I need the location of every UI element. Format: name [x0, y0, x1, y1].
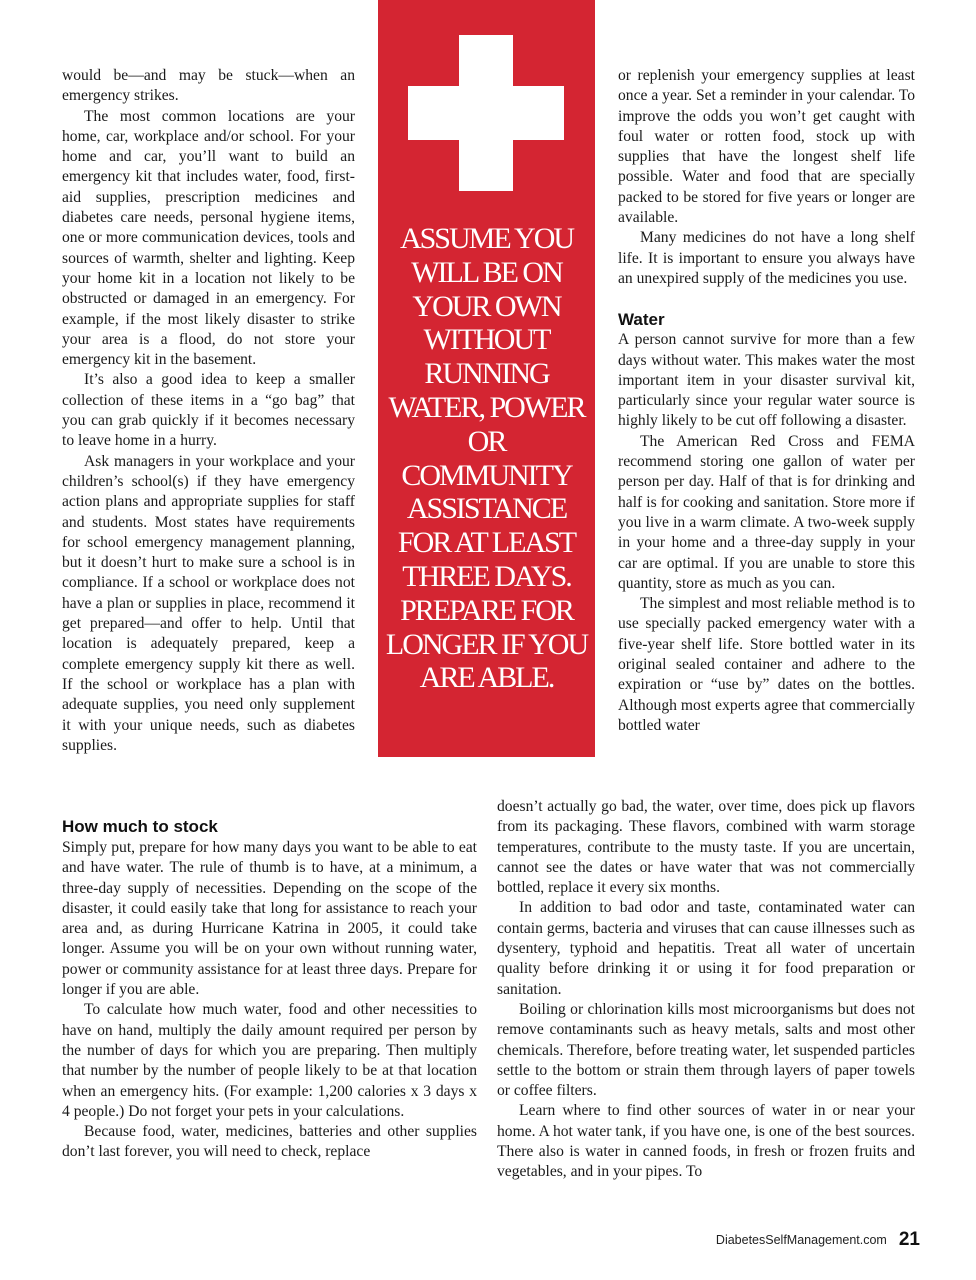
paragraph: doesn’t actually go bad, the water, over time, does pick up flavors from its packaging. These flavors, combined with warm storage temperatures, contribute to the musty taste. If you are uncertain, cannot see the dates or have water that was not commercially bottled, replace it every six months. — [497, 798, 915, 897]
pull-quote-sidebar — [378, 0, 595, 757]
paragraph: or replenish your emergency supplies at least once a year. Set a reminder in your calendar. To improve the odds you won’t get caught with foul water or rotten food, stock up with supplies that have the longest shelf life possible. Water and food that are specially packed to be stored for five years or longer are available. — [618, 67, 915, 227]
section-heading: How much to stock — [62, 817, 218, 836]
right-column — [618, 66, 915, 736]
medical-cross-icon — [408, 35, 564, 191]
paragraph: The American Red Cross and FEMA recommend storing one gallon of water per person per day. Half of that is for drinking and half is for cooking and sanitation. Store more if you live in a warm climate. A two-week supply in your home and a three-day supply in your car are optimal. If you are unable to store this quantity, store as much as you can. — [618, 432, 915, 592]
paragraph: Learn where to find other sources of water in or near your home. A hot water tank, if you have one, is one of the best sources. There also is water in canned foods, in fresh or frozen fruits and vegetables, and in your pipes. To — [497, 1102, 915, 1181]
section-heading-water: Water — [618, 310, 665, 330]
page-number: 21 — [898, 1229, 920, 1250]
left-column — [62, 66, 355, 756]
paragraph: Ask managers in your workplace and your children’s school(s) if they have emergency action plans and appropriate supplies for staff and students. Most states have requirements for school emergency management planning, but it doesn’t hurt to make sure a school is in compliance. If a school or workplace does not have a plan or supplies in place, recommend it get prepared—and offer to help. Until that location is adequately prepared, keep a complete emergency supply kit there as well. If the school or workplace has a plan with adequate supplies, you need only supplement it with your unique needs, such as diabetes supplies. — [62, 452, 355, 754]
water-continued — [497, 797, 915, 1183]
pull-quote: ASSUME YOU WILL BE ON YOUR OWN WITHOUT RUNNING WATER, POWER OR COMMUNITY ASSISTANCE FOR AT LEAST THREE DAYS. PREPARE FOR LONGER IF YOU ARE ABLE. — [385, 222, 588, 695]
paragraph: It’s also a good idea to keep a smaller collection of these items in a “go bag” that you can grab quickly if it becomes necessary to leave home in a hurry. — [62, 371, 355, 450]
paragraph: Boiling or chlorination kills most microorganisms but does not remove contaminants such as heavy metals, salts and most other chemicals. Therefore, before treating water, let suspended particles settle to the bottom or strain them through layers of paper towels or coffee filters. — [497, 1000, 915, 1100]
paragraph: Because food, water, medicines, batteries and other supplies don’t last forever, you will need to check, replace — [62, 1123, 477, 1161]
page-footer — [716, 1229, 920, 1251]
paragraph: Many medicines do not have a long shelf life. It is important to ensure you always have an unexpired supply of the medicines you use. — [618, 229, 915, 287]
paragraph: The most common locations are your home, car, workplace and/or school. For your home and car, you’ll want to build an emergency kit that includes water, food, first-aid supplies, prescription medicines and diabetes care needs, personal hygiene items, one or more communication devices, tools and sources of warmth, shelter and lighting. Keep your home kit in a location not likely to be obstructed or damaged in an emergency. For example, if the most likely disaster to strike your area is a flood, do not store your emergency kit in the basement. — [62, 107, 355, 369]
paragraph: Simply put, prepare for how many days you want to be able to eat and have water. The rule of thumb is to have, at a minimum, a three-day supply of necessities. Depending on the scope of the disaster, it could easily take that long for assistance to reach your area and, as during Hurricane Katrina in 2005, it could take longer. Assume you will be on your own without running water, power or community assistance for at least three days. Prepare for longer if you are able. — [62, 839, 477, 999]
website-url: DiabetesSelfManagement.com — [715, 1233, 887, 1247]
paragraph: To calculate how much water, food and other necessities to have on hand, multiply the daily amount required per person by the number of days for which you are preparing. Then multiply that number by the number of people likely to be at that location when an emergency hits. (For example: 1,200 calories x 3 days x 4 people.) Do not forget your pets in your calculations. — [62, 1001, 477, 1120]
paragraph: A person cannot survive for more than a few days without water. This makes water the most important item in your disaster survival kit, particularly since your regular water source is highly likely to be cut off following a disaster. — [618, 331, 915, 430]
paragraph: would be—and may be stuck—when an emergency strikes. — [62, 67, 355, 105]
paragraph: In addition to bad odor and taste, contaminated water can contain germs, bacteria and viruses that can cause illnesses such as dysentery, typhoid and hepatitis. Treat all water of uncertain quality before drinking it or using it for food preparation or sanitation. — [497, 899, 915, 998]
how-much-section — [62, 838, 477, 1163]
paragraph: The simplest and most reliable method is to use specially packed emergency water with a five-year shelf life. Store bottled water in its original sealed container and adhere to the expiration or “use by” dates on the bottles. Although most experts agree that commercially bottled water — [618, 595, 915, 734]
section-heading-how-much — [62, 817, 462, 837]
